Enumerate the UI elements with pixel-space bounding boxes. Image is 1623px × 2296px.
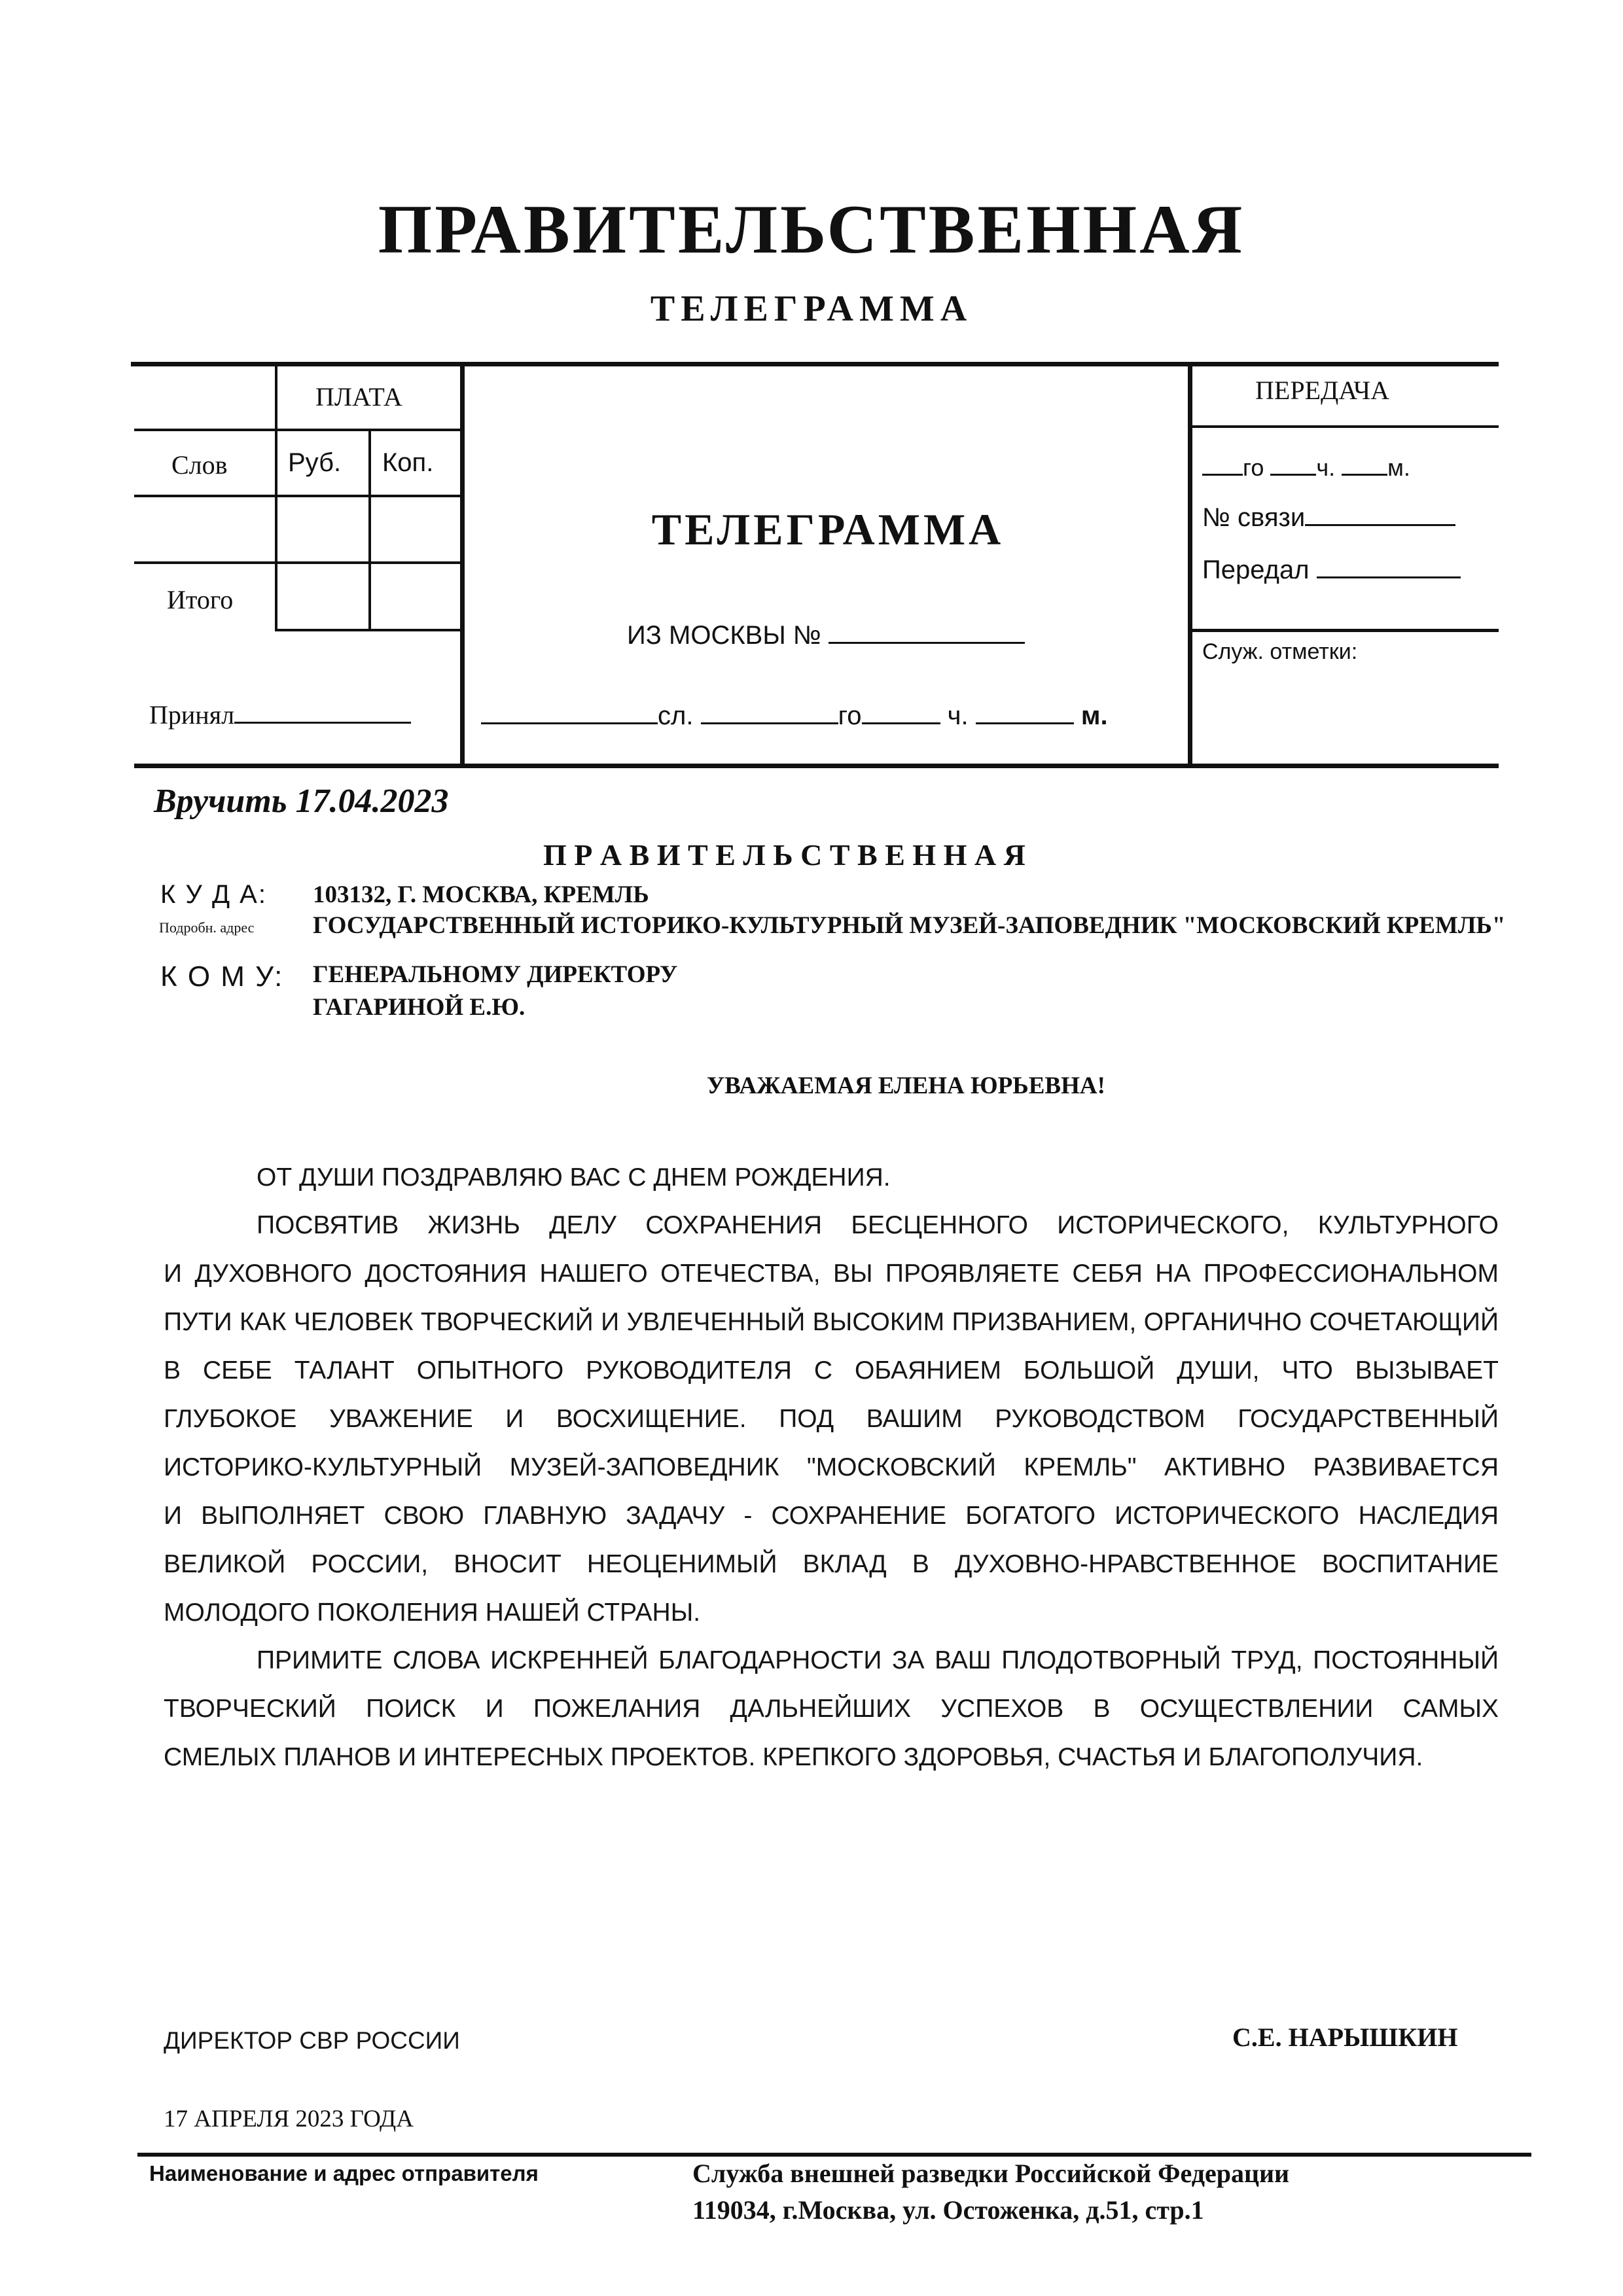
payment-grid-mid xyxy=(368,429,371,631)
whom-line-2: ГАГАРИНОЙ Е.Ю. xyxy=(313,994,526,1021)
body-paragraph-1: ОТ ДУШИ ПОЗДРАВЛЯЮ ВАС С ДНЕМ РОЖДЕНИЯ. xyxy=(257,1163,891,1192)
body-paragraph-3-line: ТВОРЧЕСКИЙ ПОИСК И ПОЖЕЛАНИЯ ДАЛЬНЕЙШИХ УСПЕХОВ В ОСУЩЕСТВЛЕНИИ САМЫХ xyxy=(164,1695,1499,1723)
transmission-header: ПЕРЕДАЧА xyxy=(1255,376,1389,405)
payment-header: ПЛАТА xyxy=(315,382,402,412)
body-paragraph-2-line: МОЛОДОГО ПОКОЛЕНИЯ НАШЕЙ СТРАНЫ. xyxy=(164,1598,701,1627)
tx-go-label: го xyxy=(1243,454,1264,481)
payment-grid-bottom xyxy=(275,629,461,631)
footer-line xyxy=(137,2153,1531,2157)
document-subtitle: ТЕЛЕГРАММА xyxy=(650,289,973,329)
salutation: УВАЖАЕМАЯ ЕЛЕНА ЮРЬЕВНА! xyxy=(707,1072,1105,1099)
detail-label: Подробн. адрес xyxy=(159,919,255,936)
body-paragraph-3-line: СМЕЛЫХ ПЛАНОВ И ИНТЕРЕСНЫХ ПРОЕКТОВ. КРЕПКОГО ЗДОРОВЬЯ, СЧАСТЬЯ И БЛАГОПОЛУЧИЯ. xyxy=(164,1743,1423,1771)
form-center-title: ТЕЛЕГРАММА xyxy=(651,504,1005,554)
body-paragraph-2-line: В СЕБЕ ТАЛАНТ ОПЫТНОГО РУКОВОДИТЕЛЯ С ОБАЯНИЕМ БОЛЬШОЙ ДУШИ, ЧТО ВЫЗЫВАЕТ xyxy=(164,1356,1499,1385)
transmission-header-line xyxy=(1190,425,1499,428)
received-label: Принял xyxy=(149,700,235,730)
document-title: ПРАВИТЕЛЬСТВЕННАЯ xyxy=(378,191,1245,268)
form-bottom-border xyxy=(134,764,1499,768)
transmission-time-row xyxy=(1202,450,1410,482)
form-divider-left xyxy=(460,363,465,766)
kop-label: Коп. xyxy=(382,448,434,477)
signature-position: ДИРЕКТОР СВР РОССИИ xyxy=(164,2027,460,2054)
connection-row xyxy=(1202,501,1455,533)
body-paragraph-2-line: И ВЫПОЛНЯЕТ СВОЮ ГЛАВНУЮ ЗАДАЧУ - СОХРАНЕНИЕ БОГАТОГО ИСТОРИЧЕСКОГО НАСЛЕДИЯ xyxy=(164,1502,1499,1530)
signature-name: С.Е. НАРЫШКИН xyxy=(1232,2022,1458,2052)
connection-label: № связи xyxy=(1202,503,1306,532)
receipt-time-row xyxy=(481,699,1108,731)
body-paragraph-2-line: ГЛУБОКОЕ УВАЖЕНИЕ И ВОСХИЩЕНИЕ. ПОД ВАШИМ РУКОВОДСТВОМ ГОСУДАРСТВЕННЫЙ xyxy=(164,1405,1499,1433)
received-row xyxy=(149,698,411,730)
year-blank xyxy=(701,699,838,724)
body-paragraph-2-line: ПУТИ КАК ЧЕЛОВЕК ТВОРЧЕСКИЙ И УВЛЕЧЕННЫЙ ВЫСОКИМ ПРИЗВАНИЕМ, ОРГАНИЧНО СОЧЕТАЮЩИЙ xyxy=(164,1308,1499,1336)
body-paragraph-3-line: ПРИМИТЕ СЛОВА ИСКРЕННЕЙ БЛАГОДАРНОСТИ ЗА ВАШ ПЛОДОТВОРНЫЙ ТРУД, ПОСТОЯННЫЙ xyxy=(257,1646,1499,1674)
connection-blank xyxy=(1305,501,1455,526)
body-paragraph-2-line: ВЕЛИКОЙ РОССИИ, ВНОСИТ НЕОЦЕНИМЫЙ ВКЛАД В ДУХОВНО-НРАВСТВЕННОЕ ВОСПИТАНИЕ xyxy=(164,1550,1499,1578)
ch-label: ч. xyxy=(947,701,969,730)
whom-label: К О М У: xyxy=(160,961,284,993)
service-notes-label: Служ. отметки: xyxy=(1202,639,1358,664)
tx-ch-label: ч. xyxy=(1316,454,1336,481)
sl-label: сл. xyxy=(658,701,694,730)
minute-blank xyxy=(976,699,1074,724)
tx-year-blank xyxy=(1202,450,1243,476)
body-paragraph-2-line: ИСТОРИКО-КУЛЬТУРНЫЙ МУЗЕЙ-ЗАПОВЕДНИК "МОСКОВСКИЙ КРЕМЛЬ" АКТИВНО РАЗВИВАЕТСЯ xyxy=(164,1453,1499,1481)
form-divider-right xyxy=(1188,363,1192,766)
body-paragraph-2-line: И ДУХОВНОГО ДОСТОЯНИЯ НАШЕГО ОТЕЧЕСТВА, ВЫ ПРОЯВЛЯЕТЕ СЕБЯ НА ПРОФЕССИОНАЛЬНОМ xyxy=(164,1260,1499,1288)
sender-label: Наименование и адрес отправителя xyxy=(149,2161,539,2185)
deliver-date: Вручить 17.04.2023 xyxy=(154,783,449,820)
sender-address: 119034, г.Москва, ул. Остоженка, д.51, стр.1 xyxy=(692,2195,1204,2225)
tx-m-label: м. xyxy=(1387,454,1410,481)
go-label: го xyxy=(838,701,862,730)
total-label: Итого xyxy=(167,585,234,614)
payment-grid-row2 xyxy=(134,561,461,564)
payment-grid-row1 xyxy=(134,495,461,497)
payment-grid-top xyxy=(134,429,461,431)
signature-date: 17 АПРЕЛЯ 2023 ГОДА xyxy=(164,2106,414,2132)
from-moscow-label: ИЗ МОСКВЫ № xyxy=(627,621,821,650)
from-moscow-row xyxy=(627,618,1025,650)
form-top-border xyxy=(131,362,1499,366)
rub-label: Руб. xyxy=(288,448,342,477)
transmitted-row xyxy=(1202,553,1461,585)
hour-blank xyxy=(862,699,940,724)
from-moscow-blank xyxy=(829,618,1025,644)
transmitted-label: Передал xyxy=(1202,556,1310,584)
to-label: К У Д А: xyxy=(160,880,267,909)
service-notes-line xyxy=(1190,629,1499,632)
tx-minute-blank xyxy=(1342,450,1387,476)
detail-value: ГОСУДАРСТВЕННЫЙ ИСТОРИКО-КУЛЬТУРНЫЙ МУЗЕЙ-ЗАПОВЕДНИК "МОСКОВСКИЙ КРЕМЛЬ" xyxy=(313,912,1506,939)
words-count-blank xyxy=(481,699,658,724)
received-blank xyxy=(234,698,411,724)
payment-grid-left xyxy=(275,366,277,631)
tx-hour-blank xyxy=(1270,450,1316,476)
m-label: м. xyxy=(1080,701,1108,730)
transmitted-blank xyxy=(1317,553,1461,578)
classification-heading: П Р А В И Т Е Л Ь С Т В Е Н Н А Я xyxy=(543,838,1026,872)
words-label: Слов xyxy=(171,450,228,480)
sender-name: Служба внешней разведки Российской Федерации xyxy=(692,2159,1290,2188)
body-paragraph-2-line: ПОСВЯТИВ ЖИЗНЬ ДЕЛУ СОХРАНЕНИЯ БЕСЦЕННОГО ИСТОРИЧЕСКОГО, КУЛЬТУРНОГО xyxy=(257,1211,1499,1239)
whom-line-1: ГЕНЕРАЛЬНОМУ ДИРЕКТОРУ xyxy=(313,961,678,988)
to-value: 103132, Г. МОСКВА, КРЕМЛЬ xyxy=(313,881,649,908)
